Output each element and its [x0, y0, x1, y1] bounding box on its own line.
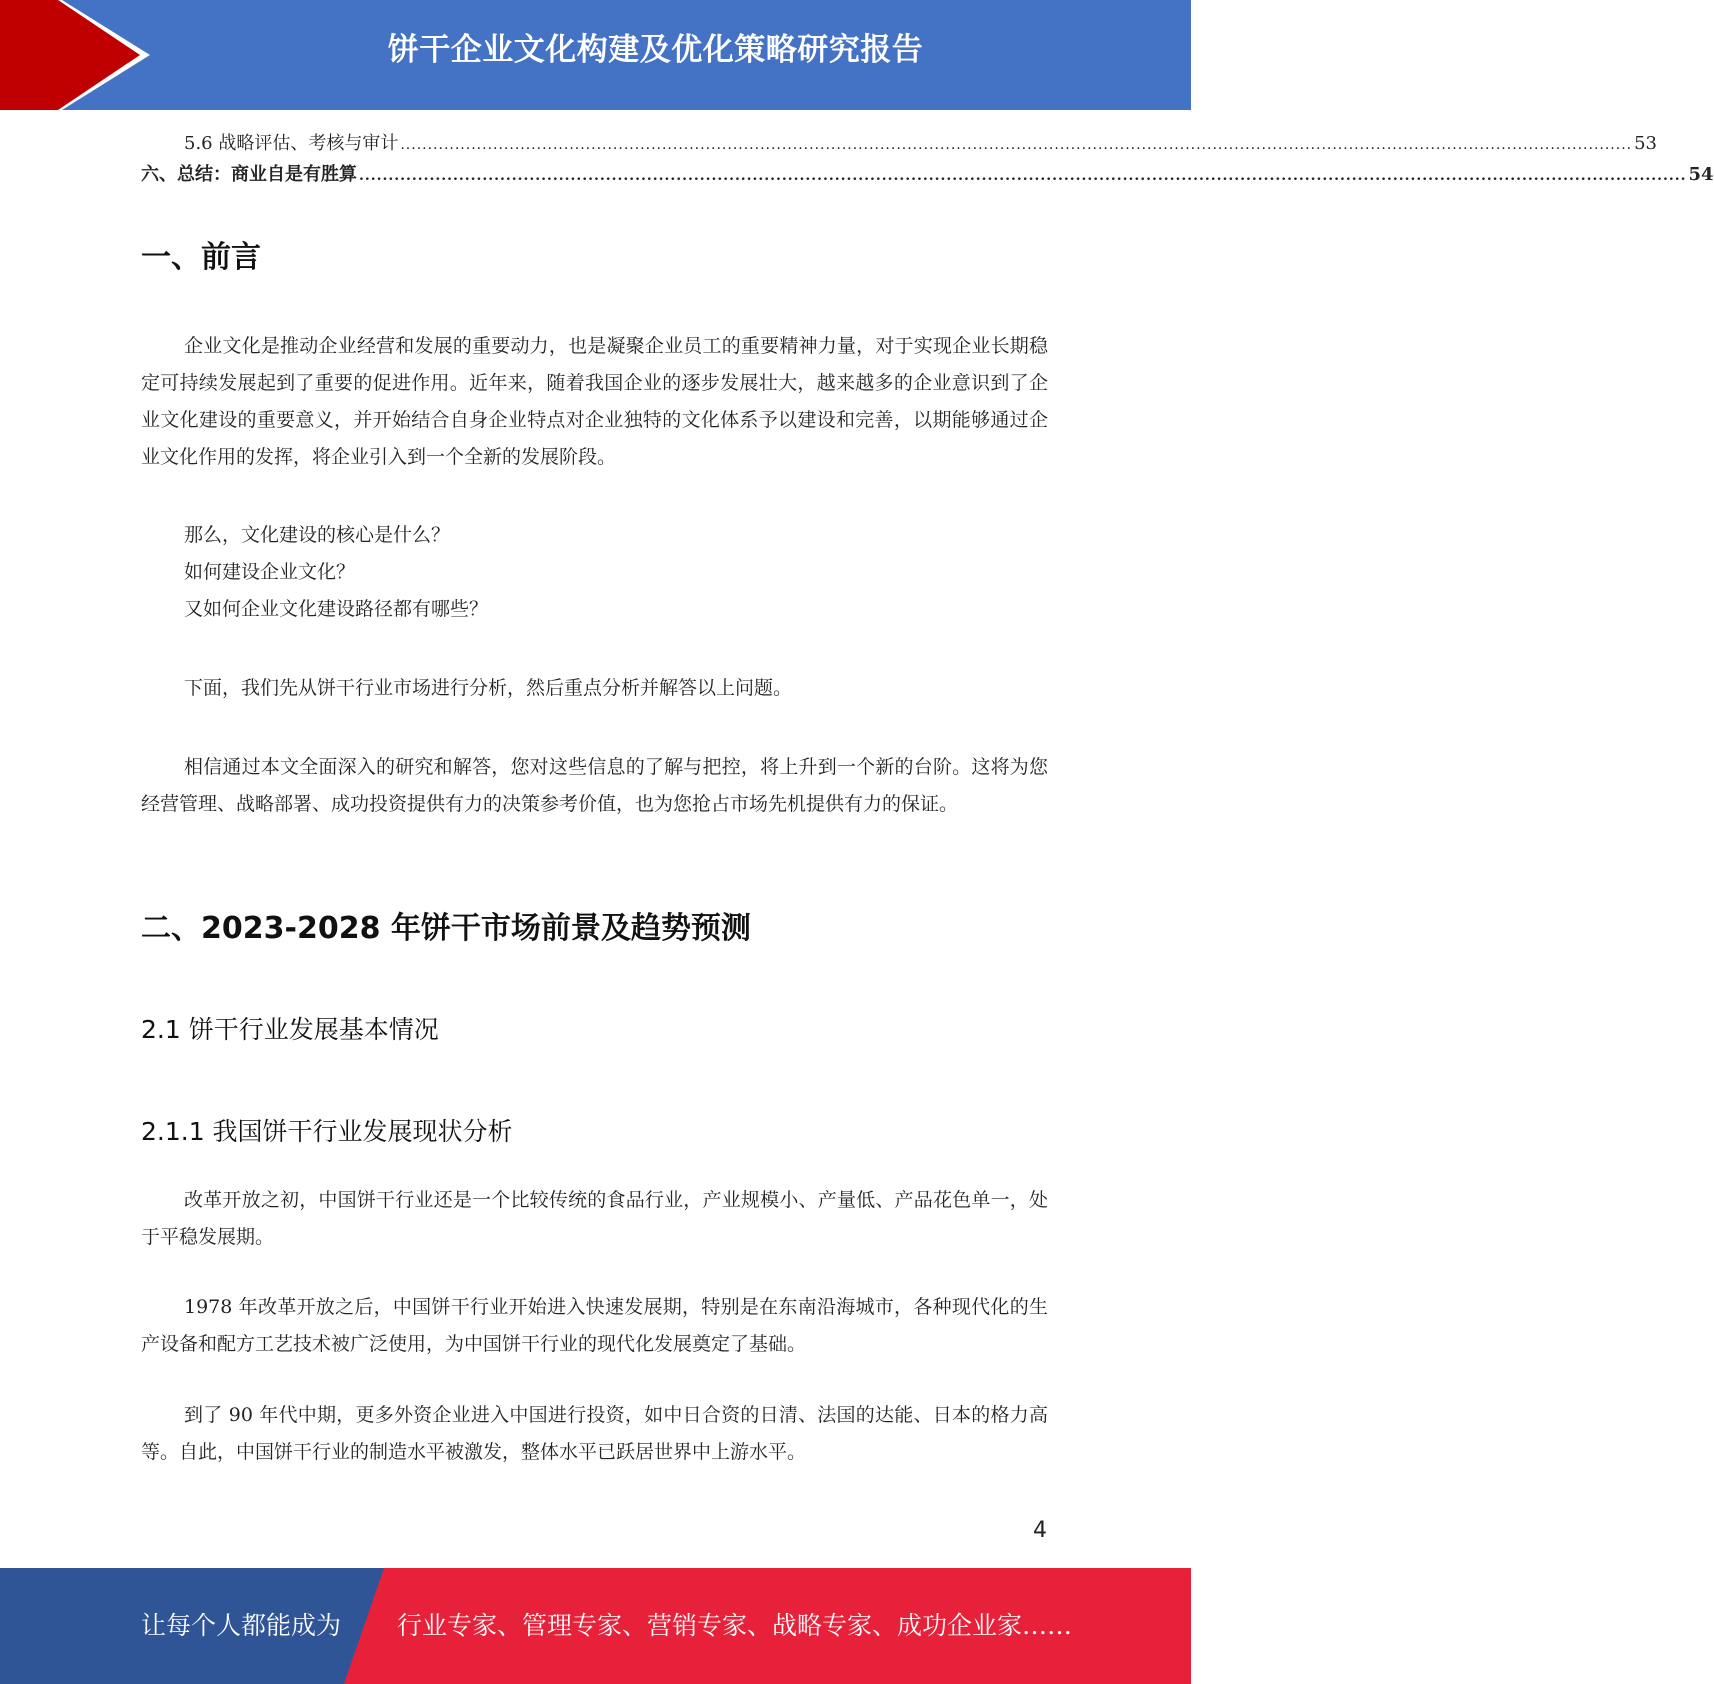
toc-entry-page: 54 [1688, 164, 1714, 185]
section-heading-preface: 一、前言 [141, 240, 261, 275]
paragraph: 相信通过本文全面深入的研究和解答，您对这些信息的了解与把控，将上升到一个新的台阶。这将为您经营管理、战略部署、成功投资提供有力的决策参考价值，也为您抢占市场先机提供有力的保证。 [141, 756, 1048, 815]
paragraph: 到了 90 年代中期，更多外资企业进入中国进行投资，如中日合资的日清、法国的达能、日本的格力高等。自此，中国饼干行业的制造水平被激发，整体水平已跃居世界中上游水平。 [141, 1404, 1048, 1463]
page-footer [0, 1568, 1191, 1684]
subsection-heading: 2.1.1 我国饼干行业发展现状分析 [141, 1117, 513, 1146]
toc-entry-label: 六、总结：商业自是有胜算 [141, 164, 357, 185]
question-line: 那么，文化建设的核心是什么？ [184, 524, 451, 546]
toc-entry-page: 53 [1634, 133, 1658, 154]
toc-entry[interactable] [141, 128, 1658, 159]
page-header [0, 0, 1191, 110]
subsection-heading: 2.1 饼干行业发展基本情况 [141, 1015, 439, 1044]
footer-slogan-right: 行业专家、管理专家、营销专家、战略专家、成功企业家…… [397, 1611, 1073, 1640]
toc-entry[interactable] [141, 159, 1714, 190]
page-number: 4 [1033, 1518, 1047, 1543]
report-title: 饼干企业文化构建及优化策略研究报告 [387, 32, 924, 68]
toc-leader-dots: .................................................................................................................................................................................................................................. [400, 137, 1633, 153]
paragraph: 改革开放之初，中国饼干行业还是一个比较传统的食品行业，产业规模小、产量低、产品花色单一，处于平稳发展期。 [141, 1189, 1048, 1248]
footer-slogan-left: 让每个人都能成为 [141, 1611, 342, 1640]
paragraph: 1978 年改革开放之后，中国饼干行业开始进入快速发展期，特别是在东南沿海城市，各种现代化的生产设备和配方工艺技术被广泛使用，为中国饼干行业的现代化发展奠定了基础。 [141, 1296, 1048, 1355]
question-line: 如何建设企业文化？ [184, 561, 356, 583]
toc-entry-label: 5.6 战略评估、考核与审计 [184, 133, 399, 154]
header-chevron-decoration [0, 0, 150, 110]
question-line: 又如何企业文化建设路径都有哪些？ [184, 598, 489, 620]
toc-leader-dots: .................................................................................................................................................................................................................................. [359, 168, 1687, 184]
section-heading-forecast: 二、2023-2028 年饼干市场前景及趋势预测 [141, 911, 751, 946]
table-of-contents [141, 128, 1714, 190]
paragraph: 企业文化是推动企业经营和发展的重要动力，也是凝聚企业员工的重要精神力量，对于实现企业长期稳定可持续发展起到了重要的促进作用。近年来，随着我国企业的逐步发展壮大，越来越多的企业意识到了企业文化建设的重要意义，并开始结合自身企业特点对企业独特的文化体系予以建设和完善，以期能够通过企业文化作用的发挥，将企业引入到一个全新的发展阶段。 [141, 335, 1048, 468]
paragraph: 下面，我们先从饼干行业市场进行分析，然后重点分析并解答以上问题。 [184, 677, 793, 699]
